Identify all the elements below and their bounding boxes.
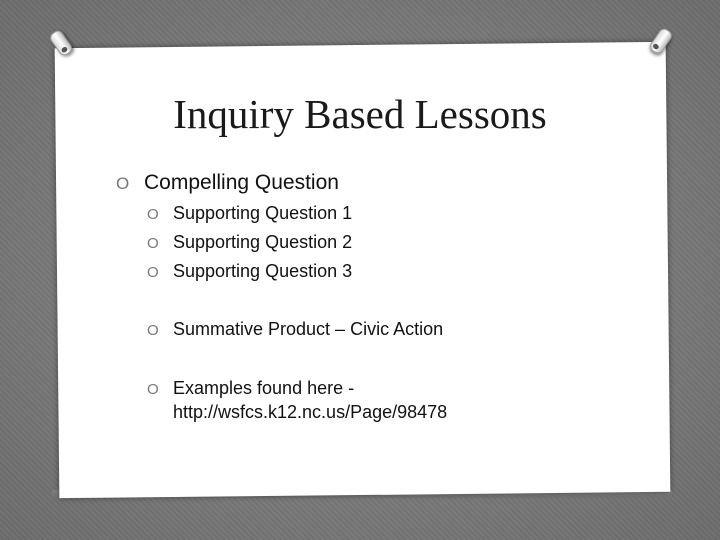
bullet-circle-icon: O bbox=[147, 206, 159, 223]
list-item-text: Compelling Question bbox=[144, 171, 339, 194]
list-item-text: Supporting Question 1 bbox=[173, 203, 353, 223]
list-item-compelling-question bbox=[116, 171, 339, 195]
bullet-circle-icon: O bbox=[116, 174, 130, 193]
list-item-supporting-question-1 bbox=[147, 203, 352, 224]
examples-link[interactable]: http://wsfcs.k12.nc.us/Page/98478 bbox=[173, 402, 448, 422]
list-item-text: Summative Product – Civic Action bbox=[173, 319, 444, 339]
list-item-supporting-question-2 bbox=[147, 232, 352, 253]
list-item-supporting-question-3 bbox=[147, 261, 352, 282]
bullet-circle-icon: O bbox=[147, 322, 159, 339]
slide-title: Inquiry Based Lessons bbox=[173, 91, 547, 137]
list-item-text bbox=[173, 376, 447, 424]
bullet-circle-icon: O bbox=[147, 264, 159, 281]
bullet-circle-icon: O bbox=[147, 235, 159, 252]
list-item-text: Supporting Question 2 bbox=[173, 232, 353, 252]
examples-text: Examples found here - bbox=[173, 378, 355, 398]
list-item-text: Supporting Question 3 bbox=[173, 261, 353, 281]
list-item-summative-product bbox=[147, 319, 443, 340]
bullet-circle-icon: O bbox=[147, 381, 159, 398]
list-item-examples bbox=[147, 376, 447, 424]
